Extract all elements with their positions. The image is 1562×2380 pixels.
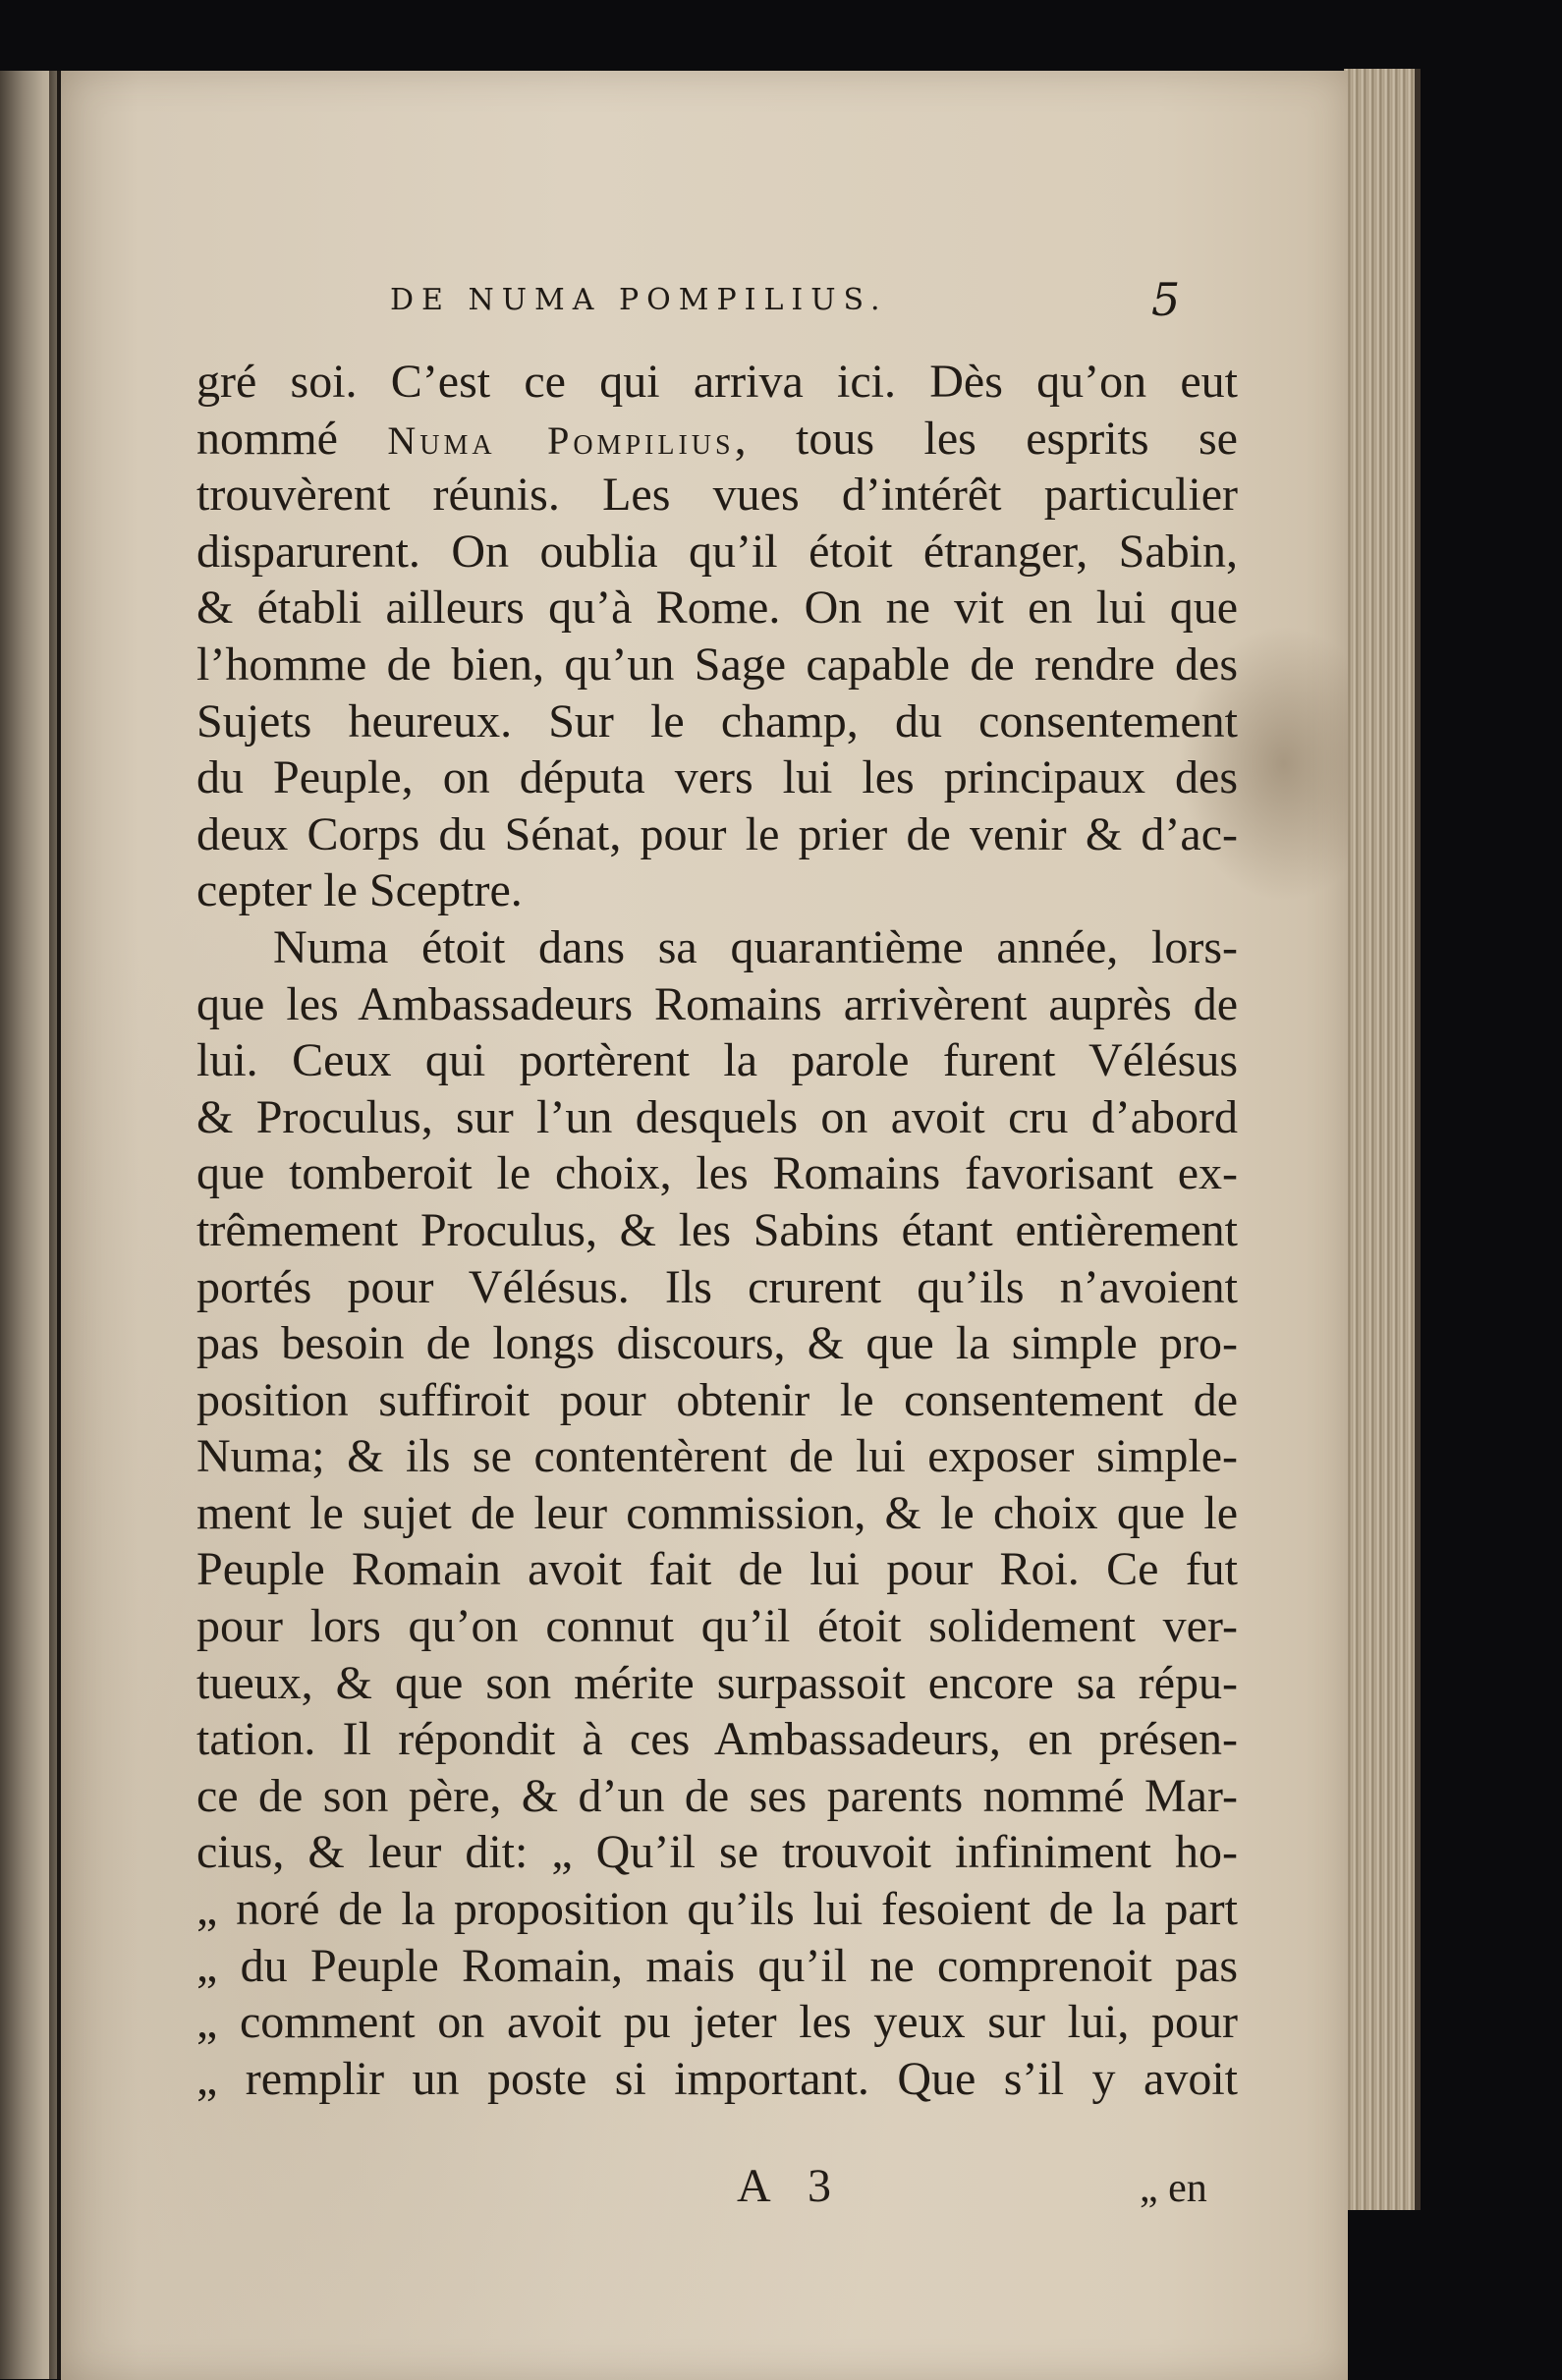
text-line: disparurent. On oublia qu’il étoit étranger, Sabin, xyxy=(196,525,1238,578)
text-line: ment le sujet de leur commission, & le choix que le xyxy=(196,1486,1238,1539)
running-title: DE NUMA POMPILIUS. xyxy=(390,283,888,317)
text-line: & Proculus, sur l’un desquels on avoit cru d’abord xyxy=(196,1090,1238,1143)
text-line: cepter le Sceptre. xyxy=(196,864,523,917)
text-line: „ noré de la proposition qu’ils lui fesoient de la part xyxy=(196,1883,1238,1936)
page-number: 5 xyxy=(1151,273,1181,326)
text-line: du Peuple, on députa vers lui les principaux des xyxy=(196,751,1238,804)
text-line: ce de son père, & d’un de ses parents nommé Mar- xyxy=(196,1769,1238,1822)
text-line: tueux, & que son mérite surpassoit encore sa répu- xyxy=(196,1656,1238,1709)
catchword: „ en xyxy=(1140,2166,1207,2211)
signature-mark: A 3 xyxy=(737,2160,846,2212)
text-line: tation. Il répondit à ces Ambassadeurs, en présen- xyxy=(196,1713,1238,1766)
text-line: que les Ambassadeurs Romains arrivèrent auprès de xyxy=(196,977,1238,1030)
page-footer xyxy=(61,2159,1348,2218)
text-line: trouvèrent réunis. Les vues d’intérêt particulier xyxy=(196,469,1238,522)
body-text xyxy=(196,354,1238,2107)
text-line: portés pour Vélésus. Ils crurent qu’ils n’avoient xyxy=(196,1260,1238,1313)
text-line: Sujets heureux. Sur le champ, du consentement xyxy=(196,694,1238,747)
text-line: pas besoin de longs discours, & que la simple pro- xyxy=(196,1317,1238,1370)
text-line: & établi ailleurs qu’à Rome. On ne vit en lui que xyxy=(196,581,1238,635)
text-line: l’homme de bien, qu’un Sage capable de rendre des xyxy=(196,637,1238,691)
small-caps-name: Numa Pompilius xyxy=(387,417,735,463)
running-head xyxy=(61,273,1348,336)
text-line: „ du Peuple Romain, mais qu’il ne comprenoit pas xyxy=(196,1939,1238,1992)
text-line: Numa étoit dans sa quarantième année, lors- xyxy=(273,920,1238,973)
text-line: lui. Ceux qui portèrent la parole furent Vélésus xyxy=(196,1034,1238,1087)
text-line: deux Corps du Sénat, pour le prier de venir & d’ac- xyxy=(196,807,1238,860)
text-line: gré soi. C’est ce qui arriva ici. Dès qu’on eut xyxy=(196,356,1238,408)
book-fore-edge xyxy=(1344,69,1421,2210)
text-line: „ comment on avoit pu jeter les yeux sur lui, pour xyxy=(196,1996,1238,2049)
text-line xyxy=(196,411,1238,468)
text-line: cius, & leur dit: „ Qu’il se trouvoit infiniment ho- xyxy=(196,1826,1238,1879)
text-line: trêmement Proculus, & les Sabins étant entièrement xyxy=(196,1203,1238,1256)
text-segment: nommé xyxy=(196,412,388,465)
text-line: position suffiroit pour obtenir le consentement de xyxy=(196,1373,1238,1426)
text-line: pour lors qu’on connut qu’il étoit solidement ver- xyxy=(196,1600,1238,1653)
text-line: Peuple Romain avoit fait de lui pour Roi. Ce fut xyxy=(196,1543,1238,1596)
text-line: que tomberoit le choix, les Romains favorisant ex- xyxy=(196,1147,1238,1200)
book-page xyxy=(61,71,1348,2380)
text-segment: , tous les esprits se xyxy=(734,412,1238,465)
text-line: Numa; & ils se contentèrent de lui exposer simple- xyxy=(196,1430,1238,1483)
text-line: „ remplir un poste si important. Que s’il y avoit xyxy=(196,2052,1238,2105)
